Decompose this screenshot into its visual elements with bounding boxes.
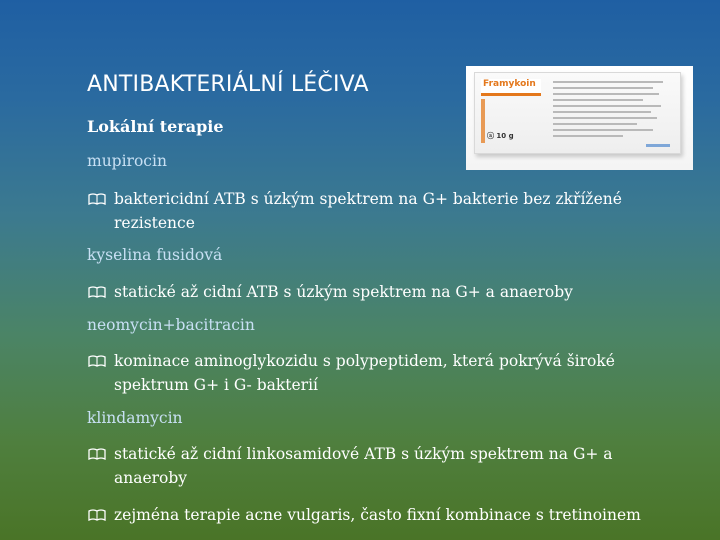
box-text-line — [553, 111, 651, 113]
open-book-icon — [88, 354, 106, 368]
bullet-item — [88, 503, 688, 527]
box-text-line — [553, 129, 653, 131]
box-text-line — [553, 123, 637, 125]
open-book-icon — [88, 508, 106, 522]
box-text-line — [553, 93, 659, 95]
brand-band — [481, 79, 541, 96]
box-text-line — [553, 117, 657, 119]
box-text-line — [553, 87, 653, 89]
medicine-box — [474, 72, 681, 154]
box-text-line — [553, 135, 623, 137]
bullet-text: statické až cidní linkosamidové ATB s úzkým spektrem na G+ a anaeroby — [114, 445, 613, 487]
open-book-icon — [88, 192, 106, 206]
box-text-line — [553, 81, 663, 83]
drug-name-kyselina-fusidova: kyselina fusidová — [87, 246, 223, 264]
drug-name-mupirocin: mupirocin — [87, 152, 167, 170]
bullet-text: statické až cidní ATB s úzkým spektrem na G+ a anaeroby — [114, 283, 573, 301]
bullet-item — [88, 280, 688, 304]
box-accent-strip — [481, 99, 485, 143]
box-dose: ⓐ 10 g — [487, 132, 514, 140]
bullet-item — [88, 442, 688, 490]
bullet-item — [88, 349, 688, 397]
slide-title: ANTIBAKTERIÁLNÍ LÉČIVA — [87, 72, 369, 97]
bullet-item — [88, 187, 688, 235]
bullet-text: baktericidní ATB s úzkým spektrem na G+ bakterie bez zkřížené rezistence — [114, 190, 622, 232]
drug-name-neomycin-bacitracin: neomycin+bacitracin — [87, 316, 255, 334]
bullet-text: kominace aminoglykozidu s polypeptidem, která pokrývá široké spektrum G+ i G- bakterií — [114, 352, 615, 394]
box-text-line — [553, 105, 661, 107]
box-text-line — [553, 99, 643, 101]
box-logo-mark — [646, 144, 670, 147]
product-photo — [466, 66, 693, 170]
open-book-icon — [88, 285, 106, 299]
drug-name-klindamycin: klindamycin — [87, 409, 183, 427]
bullet-text: zejména terapie acne vulgaris, často fixní kombinace s tretinoinem — [114, 506, 641, 524]
brand-name: Framykoin — [483, 79, 536, 89]
open-book-icon — [88, 447, 106, 461]
subtitle: Lokální terapie — [87, 117, 224, 136]
